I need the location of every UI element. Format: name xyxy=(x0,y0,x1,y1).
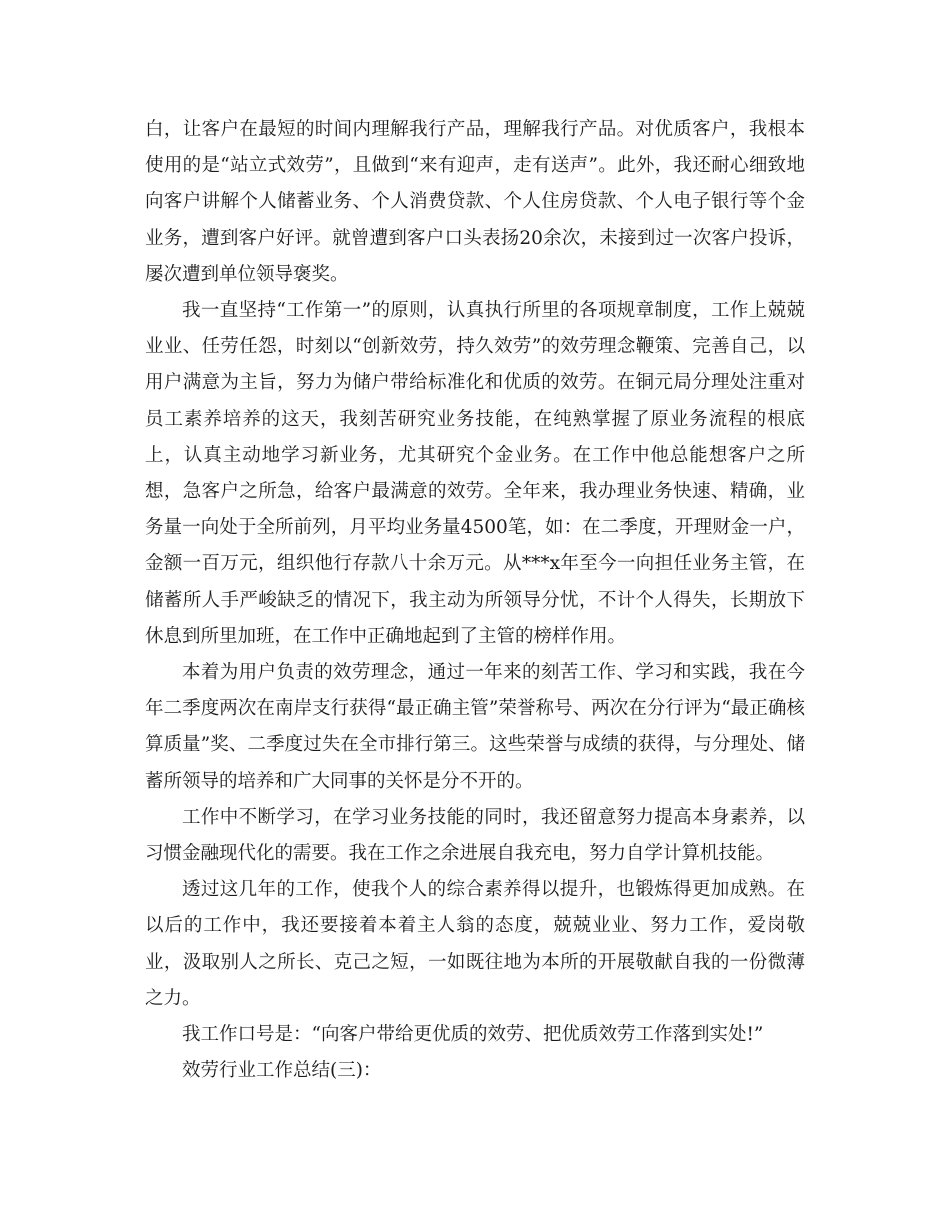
paragraph-honors: 本着为用户负责的效劳理念，通过一年来的刻苦工作、学习和实践，我在今年二季度两次在南岸支行获得“最正确主管”荣誉称号、两次在分行评为“最正确核算质量”奖、二季度过失在全市排行第三。这些荣誉与成绩的获得，与分理处、储蓄所领导的培养和广大同事的关怀是分不开的。 xyxy=(145,662,805,792)
document-body xyxy=(145,112,805,1089)
paragraph-work-principle: 我一直坚持“工作第一”的原则，认真执行所里的各项规章制度，工作上兢兢业业、任劳任怨，时刻以“创新效劳，持久效劳”的效劳理念鞭策、完善自己，以用户满意为主旨，努力为储户带给标准化和优质的效劳。在铜元局分理处注重对员工素养培养的这天，我刻苦研究业务技能，在纯熟掌握了原业务流程的根底上，认真主动地学习新业务，尤其研究个金业务。在工作中他总能想客户之所想，急客户之所急，给客户最满意的效劳。全年来，我办理业务快速、精确，业务量一向处于全所前列，月平均业务量4500笔，如：在二季度，开理财金一户，金额一百万元，组织他行存款八十余万元。从***x年至今一向担任业务主管，在储蓄所人手严峻缺乏的情况下，我主动为所领导分忧，不计个人得失，长期放下休息到所里加班，在工作中正确地起到了主管的榜样作用。 xyxy=(145,300,805,647)
paragraph-outlook: 透过这几年的工作，使我个人的综合素养得以提升，也锻炼得更加成熟。在以后的工作中，我还要接着本着主人翁的态度，兢兢业业、努力工作，爱岗敬业，汲取别人之所长、克己之短，一如既往地为本所的开展敬献自我的一份微薄之力。 xyxy=(145,879,805,1009)
paragraph-slogan: 我工作口号是：“向客户带给更优质的效劳、把优质效劳工作落到实处!” xyxy=(182,1024,764,1046)
paragraph-continued: 白，让客户在最短的时间内理解我行产品，理解我行产品。对优质客户，我根本使用的是“站立式效劳”，且做到“来有迎声，走有送声”。此外，我还耐心细致地向客户讲解个人储蓄业务、个人消费贷款、个人住房贷款、个人电子银行等个金业务，遭到客户好评。就曾遭到客户口头表扬20余次，未接到过一次客户投诉，屡次遭到单位领导褒奖。 xyxy=(145,119,805,285)
section-heading: 效劳行业工作总结(三)： xyxy=(182,1060,382,1082)
paragraph-learning: 工作中不断学习，在学习业务技能的同时，我还留意努力提高本身素养，以习惯金融现代化的需要。我在工作之余进展自我充电，努力自学计算机技能。 xyxy=(145,806,805,865)
